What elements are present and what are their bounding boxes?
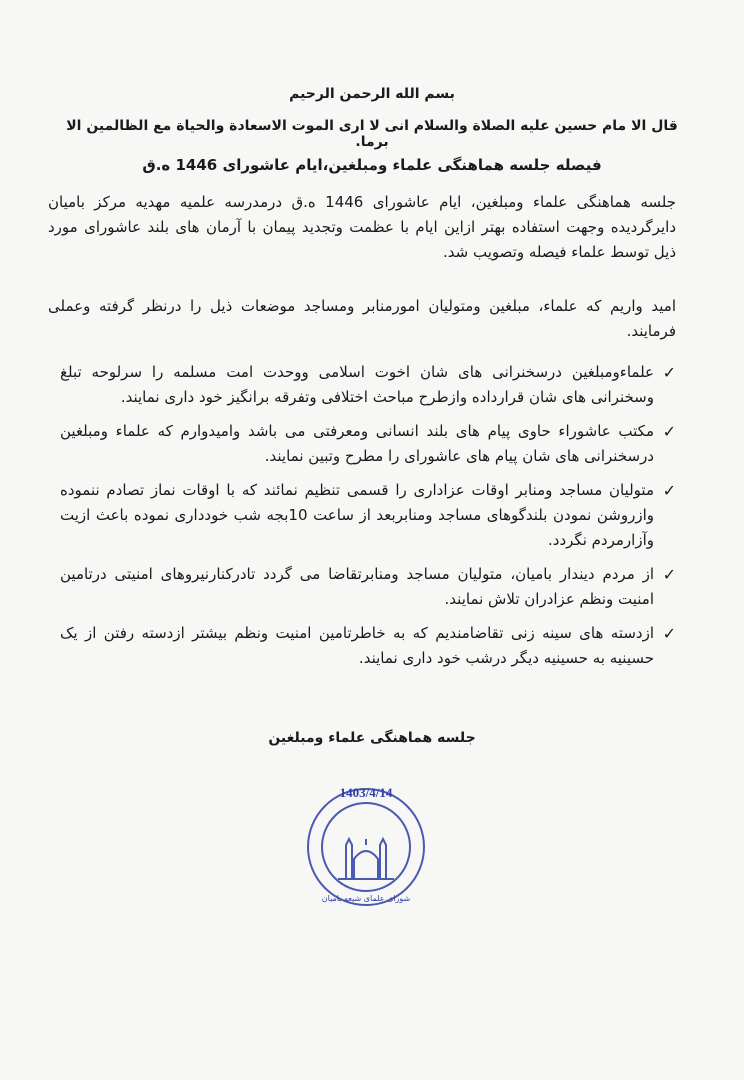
- list-item: [60, 478, 676, 553]
- hadith-quote: قال الا مام حسين عليه الصلاة والسلام انى لا ارى الموت الاسعادة والحياة مع الظالمين الا برما.: [66, 118, 678, 150]
- list-item-text: متولیان مساجد ومنابر اوقات عزاداری را قسمی تنظیم نمائند که با اوقات نماز تصادم ننموده وازروشن نمودن بلندگوهای مساجد ومنابربعد از ساعت 10بجه شب خودداری نموده باعث ازیت وآزارمردم نگردد.: [60, 481, 654, 549]
- stamp-text: شورای علمای شیعه بامیان: [321, 894, 411, 903]
- resolution-list: [60, 360, 676, 680]
- document-title: فیصله جلسه هماهنگی علماء ومبلغین،ایام عاشورای 1446 ه.ق: [142, 156, 602, 174]
- official-stamp-icon: [296, 775, 436, 915]
- list-item-text: علماءومبلغین درسخنرانی های شان اخوت اسلامی ووحدت امت مسلمه را سرلوحه تبلغ وسخنرانی های شان قرارداده وازطرح مباحث اختلافی وتفرقه برانگیز خود داری نمایند.: [60, 363, 654, 406]
- list-item: [60, 562, 676, 612]
- list-item-text: از مردم دیندار بامیان، متولیان مساجد ومنابرتقاضا می گردد تادرکنارنیروهای امنیتی درتامین امنیت ونظم عزادران تلاش نمایند.: [60, 565, 654, 608]
- list-item-text: مکتب عاشوراء حاوی پیام های بلند انسانی ومعرفتی می باشد وامیدوارم که علماء ومبلغین درسخنرانی های شان پیام های عاشورای را مطرح وتبین نمایند.: [60, 422, 654, 465]
- check-icon: ✓: [662, 363, 676, 382]
- list-item: [60, 621, 676, 671]
- list-item-text: ازدسته های سینه زنی تقاضامندیم که به خاطرتامین امنیت ونظم بیشتر ازدسته رفتن از یک حسینیه به حسینیه دیگر درشب خود داری نمایند.: [60, 624, 654, 667]
- check-icon: ✓: [662, 624, 676, 643]
- stamp-date: 1403/4/14: [339, 785, 393, 800]
- intro-paragraph: جلسه هماهنگی علماء ومبلغین، ایام عاشورای 1446 ه.ق درمدرسه علمیه مهدیه مرکز بامیان دایرگردیده وجهت استفاده بهتر ازاین ایام با عظمت وتجدید پیمان با آرمان های بلند عاشورای مورد ذیل توسط علماء فیصله وتصویب شد.: [48, 193, 676, 261]
- check-icon: ✓: [662, 422, 676, 441]
- check-icon: ✓: [662, 565, 676, 584]
- bismillah-heading: بسم الله الرحمن الرحيم: [289, 86, 455, 102]
- request-paragraph: امید واریم که علماء، مبلغین ومتولیان امورمنابر ومساجد موضعات ذیل را درنظر گرفته وعملی فرمایند.: [48, 297, 676, 340]
- check-icon: ✓: [662, 481, 676, 500]
- list-item: [60, 419, 676, 469]
- signature-line: جلسه هماهنگی علماء ومبلغین: [268, 730, 476, 746]
- list-item: [60, 360, 676, 410]
